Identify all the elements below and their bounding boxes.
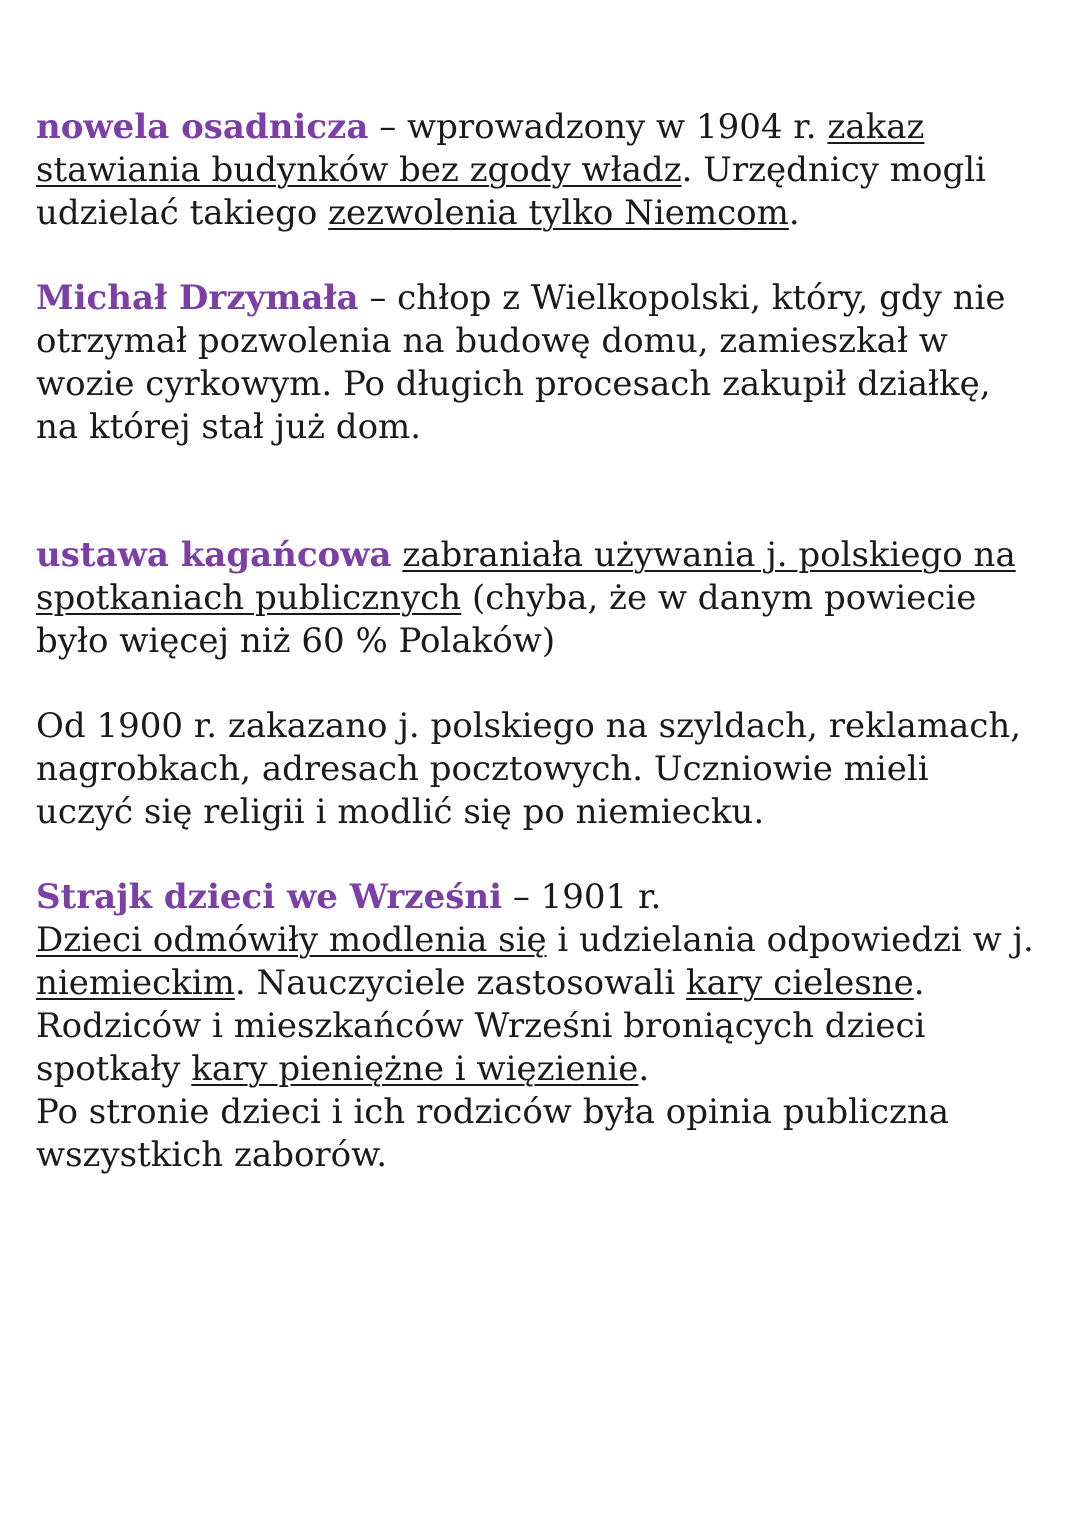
text-segment [392, 535, 403, 575]
paragraph-strajk-wrzesnia [36, 876, 1036, 1177]
term-nowela-osadnicza: nowela osadnicza [36, 107, 369, 147]
underlined-phrase: kary cielesne [686, 963, 914, 1003]
underlined-phrase: zakaz stawiania budynków bez zgody władz [36, 107, 925, 190]
text-segment: – wprowadzony w 1904 r. [368, 107, 828, 147]
paragraph-michal-drzymala [36, 277, 1036, 449]
paragraph-ustawa-kagancowa [36, 534, 1036, 663]
text-segment: Po stronie dzieci i ich rodziców była opinia publiczna wszystkich zaborów. [36, 1092, 950, 1175]
underlined-phrase: zezwolenia tylko Niemcom [328, 193, 789, 233]
text-segment: – chłop z Wielkopolski, który, gdy nie otrzymał pozwolenia na budowę domu, zamieszkał w wozie cyrkowym. Po długich procesach zakupił działkę, na której stał już dom. [36, 278, 1006, 447]
underlined-phrase: zabraniała używania j. polskiego na spotkaniach publicznych [36, 535, 1016, 618]
text-segment: . Urzędnicy mogli udzielać takiego [36, 150, 986, 233]
text-segment: . [638, 1049, 650, 1089]
paragraph-zakaz-1900 [36, 705, 1036, 834]
text-segment: . [788, 193, 800, 233]
text-segment: – 1901 r. [502, 877, 662, 917]
term-ustawa-kagancowa: ustawa kagańcowa [36, 535, 392, 575]
underlined-phrase: Dzieci odmówiły modlenia się [36, 920, 547, 960]
text-segment: . Rodziców i mieszkańców Wrześni broniących dzieci spotkały [36, 963, 926, 1089]
text-segment: Od 1900 r. zakazano j. polskiego na szyldach, reklamach, nagrobkach, adresach pocztowych. Uczniowie mieli uczyć się religii i modlić się po niemiecku. [36, 706, 1022, 832]
text-segment: i udzielania odpowiedzi w j. [546, 920, 1034, 960]
text-segment: . Nauczyciele zastosowali [234, 963, 687, 1003]
document-page [36, 106, 1036, 1177]
term-strajk-dzieci: Strajk dzieci we Wrześni [36, 877, 503, 917]
term-michal-drzymala: Michał Drzymała [36, 278, 359, 318]
paragraph-nowela-osadnicza [36, 106, 1036, 235]
underlined-phrase: niemieckim [36, 963, 235, 1003]
text-segment: (chyba, że w danym powiecie było więcej niż 60 % Polaków) [36, 578, 977, 661]
underlined-phrase: kary pieniężne i więzienie [191, 1049, 639, 1089]
